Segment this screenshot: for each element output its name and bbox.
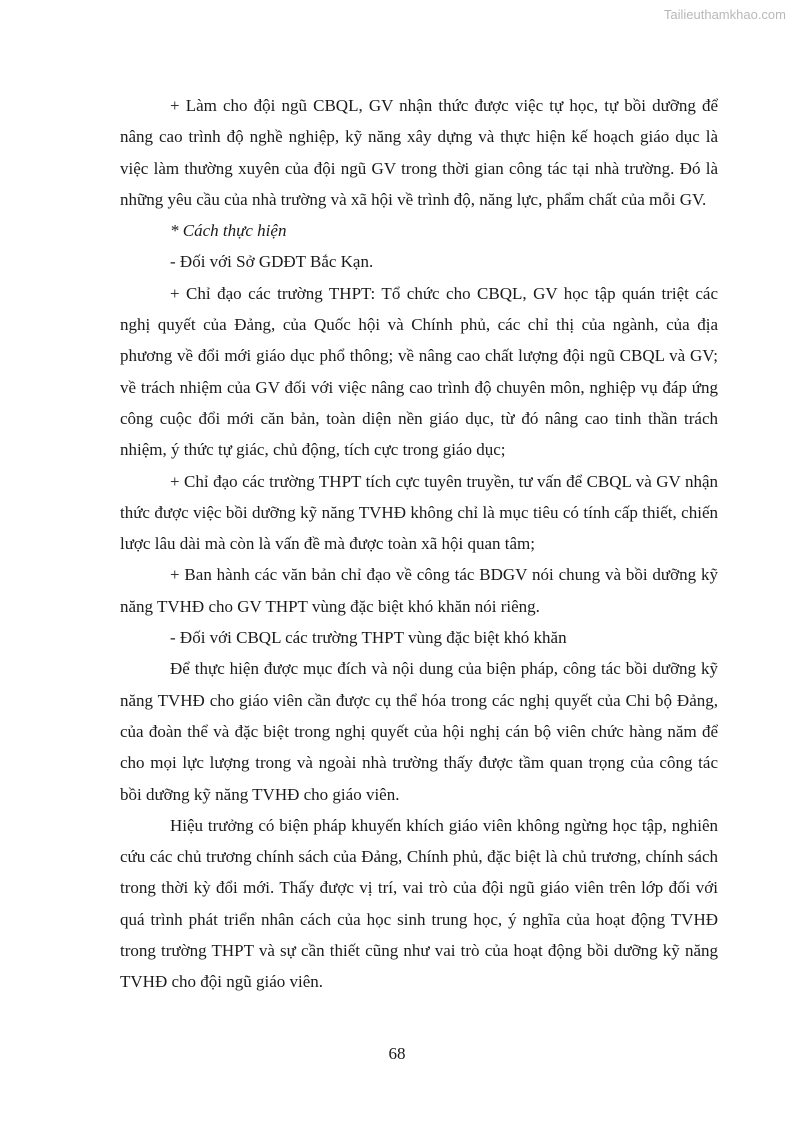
paragraph-principal-measures: Hiệu trưởng có biện pháp khuyến khích giáo viên không ngừng học tập, nghiên cứu các chủ trương chính sách của Đảng, Chính phủ, đặc biệt là chủ trương, chính sách trong thời kỳ đổi mới. Thấy được vị trí, vai trò của đội ngũ giáo viên trên lớp đối với quá trình phát triển nhân cách của học sinh trung học, ý nghĩa của hoạt động TVHĐ trong trường THPT và sự cần thiết cũng như vai trò của hoạt động bồi dưỡng kỹ năng TVHĐ cho đội ngũ giáo viên. bbox=[120, 815, 718, 992]
paragraph-direct-schools: + Chỉ đạo các trường THPT: Tổ chức cho CBQL, GV học tập quán triệt các nghị quyết của Đảng, của Quốc hội và Chính phủ, các chỉ thị của ngành, của địa phương về đổi mới giáo dục phổ thông; về nâng cao chất lượng đội ngũ CBQL và GV; về trách nhiệm của GV đối với việc nâng cao trình độ chuyên môn, nghiệp vụ đáp ứng công cuộc đổi mới căn bản, toàn diện nền giáo dục, từ đó nâng cao tinh thần trách nhiệm, ý thức tự giác, chủ động, tích cực trong giáo dục; bbox=[120, 283, 718, 460]
subheading-department: - Đối với Sở GDĐT Bắc Kạn. bbox=[170, 252, 374, 272]
page-number: 68 bbox=[388, 1044, 406, 1063]
document-body bbox=[120, 90, 718, 998]
section-heading-implementation: * Cách thực hiện bbox=[170, 221, 287, 241]
paragraph-propaganda: + Chỉ đạo các trường THPT tích cực tuyên truyền, tư vấn để CBQL và GV nhận thức được việc bồi dưỡng kỹ năng TVHĐ không chỉ là mục tiêu có tính cấp thiết, chiến lược lâu dài mà còn là vấn đề mà được toàn xã hội quan tâm; bbox=[120, 471, 718, 554]
paragraph-issue-documents: + Ban hành các văn bản chỉ đạo về công tác BDGV nói chung và bồi dưỡng kỹ năng TVHĐ cho GV THPT vùng đặc biệt khó khăn nói riêng. bbox=[120, 565, 718, 616]
subheading-school-managers: - Đối với CBQL các trường THPT vùng đặc biệt khó khăn bbox=[170, 628, 567, 648]
paragraph-awareness: + Làm cho đội ngũ CBQL, GV nhận thức được việc tự học, tự bồi dưỡng để nâng cao trình độ nghề nghiệp, kỹ năng xây dựng và thực hiện kế hoạch giáo dục là việc làm thường xuyên của đội ngũ GV trong thời gian công tác tại nhà trường. Đó là những yêu cầu của nhà trường và xã hội về trình độ, năng lực, phẩm chất của mỗi GV. bbox=[120, 96, 718, 209]
watermark-text: Tailieuthamkhao.com bbox=[663, 7, 786, 22]
paragraph-concretize: Để thực hiện được mục đích và nội dung của biện pháp, công tác bồi dưỡng kỹ năng TVHĐ cho giáo viên cần được cụ thể hóa trong các nghị quyết của Chi bộ Đảng, của đoàn thể và đặc biệt trong nghị quyết của hội nghị cán bộ viên chức hàng năm để cho mọi lực lượng trong và ngoài nhà trường thấy được tầm quan trọng của công tác bồi dưỡng kỹ năng TVHĐ cho giáo viên. bbox=[120, 659, 718, 804]
